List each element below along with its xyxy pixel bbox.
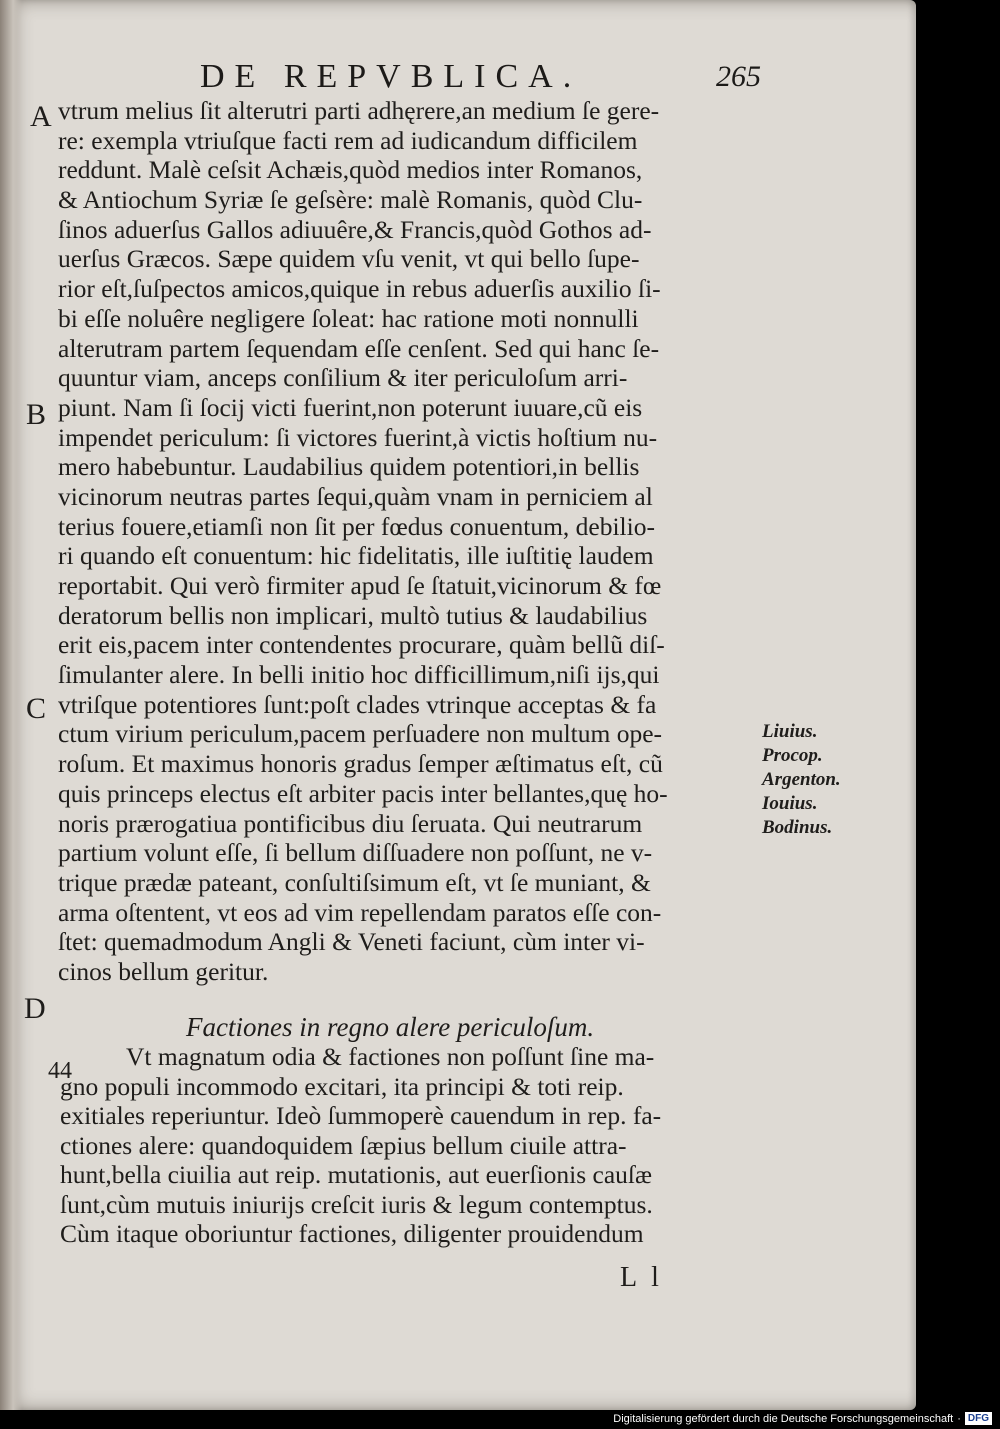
text-line: arma oſtentent, vt eos ad vim repellendam paratos eſſe con- — [58, 897, 662, 927]
text-line: reddunt. Malè ceſsit Achæis,quòd medios inter Romanos, — [58, 155, 643, 185]
text-line: reportabit. Qui verò firmiter apud ſe ſtatuit,vicinorum & fœ — [58, 571, 662, 600]
text-line: ſimulanter alere. In belli initio hoc difficillimum,niſi ijs,qui — [58, 660, 660, 690]
page-number: 265 — [716, 60, 761, 93]
section-subheading: Factiones in regno alere periculoſum. — [186, 1012, 595, 1042]
marginal-note: Procop. — [762, 745, 823, 766]
text-line: piunt. Nam ſi ſocij victi fuerint,non poterunt iuuare,cũ eis — [58, 392, 643, 422]
text-line: gno populi incommodo excitari, ita principi & toti reip. — [60, 1071, 624, 1101]
main-paragraph — [58, 96, 758, 987]
text-line: ſunt,cùm mutuis iniurijs creſcit iuris & legum contemptus. — [60, 1189, 653, 1219]
paragraph-number: 44 — [48, 1058, 72, 1084]
text-line: ſinos aduerſus Gallos adiuuêre,& Francis,quòd Gothos ad- — [58, 214, 652, 244]
marginal-notes — [762, 720, 841, 840]
text-line: noris prærogatiua pontificibus diu ſeruata. Qui neutrarum — [58, 808, 643, 838]
text-line: hunt,bella ciuilia aut reip. mutationis, aut euerſionis cauſæ — [60, 1160, 653, 1189]
section-letter-c: C — [26, 692, 47, 725]
text-line: re: exempla vtriuſque facti rem ad iudicandum difficilem — [58, 125, 638, 155]
section-letter-a: A — [30, 100, 52, 133]
text-line: alterutram partem ſequendam eſſe cenſent. Sed qui hanc ſe- — [58, 333, 660, 363]
text-line: Cùm itaque oboriuntur factiones, diligenter prouidendum — [60, 1219, 644, 1248]
text-line: uerſus Græcos. Sæpe quidem vſu venit, vt qui bello ſupe- — [58, 244, 640, 274]
dfg-logo: DFG — [965, 1412, 992, 1425]
signature-mark: L l — [620, 1262, 663, 1293]
footer-separator: · — [957, 1412, 961, 1425]
text-line: ctiones alere: quandoquidem ſæpius bellum ciuile attra- — [60, 1130, 627, 1160]
text-line: roſum. Et maximus honoris gradus ſemper æſtimatus eſt, cũ — [58, 749, 663, 779]
text-line: vicinorum neutras partes ſequi,quàm vnam in perniciem al — [58, 481, 653, 511]
text-line: ri quando eſt conuentum: hic fidelitatis, ille iuſtitię laudem — [58, 541, 654, 571]
text-line: & Antiochum Syriæ ſe geſsère: malè Romanis, quòd Clu- — [58, 185, 643, 215]
text-line: bi eſſe noluêre negligere ſoleat: hac ratione moti nonnulli — [58, 303, 639, 333]
marginal-note: Liuius. — [762, 721, 818, 742]
section-letter-d: D — [24, 992, 46, 1025]
text-line: cinos bellum geritur. — [58, 956, 269, 986]
text-line: ctum virium periculum,pacem perſuadere non multum ope- — [58, 719, 663, 749]
text-line: quuntur viam, anceps conſilium & iter periculoſum arri- — [58, 363, 628, 393]
text-line: quis princeps electus eſt arbiter pacis inter bellantes,quę ho- — [58, 778, 668, 808]
text-line: mero habebuntur. Laudabilius quidem potentiori,in bellis — [58, 452, 640, 482]
section-letter-b: B — [26, 398, 47, 431]
marginal-note: Bodinus. — [762, 817, 833, 838]
text-line: exitiales reperiuntur. Ideò ſummoperè cauendum in rep. fa- — [60, 1101, 662, 1130]
marginal-note: Argenton. — [762, 769, 841, 790]
text-line: terius fouere,etiamſi non ſit per fœdus conuentum, debilio- — [58, 511, 655, 541]
second-paragraph — [60, 1042, 760, 1249]
text-line: ſtet: quemadmodum Angli & Veneti faciunt, cùm inter vi- — [58, 927, 645, 957]
text-line: Vt magnatum odia & factiones non poſſunt ſine ma- — [126, 1042, 655, 1071]
footer — [613, 1412, 992, 1425]
marginal-note: Iouius. — [762, 793, 818, 814]
funding-notice: Digitalisierung gefördert durch die Deutsche Forschungsgemeinschaft — [613, 1412, 954, 1425]
running-header: DE REPVBLICA. — [200, 58, 582, 95]
text-line: trique prædæ pateant, conſultiſsimum eſt, vt ſe muniant, & — [58, 867, 651, 897]
text-line: erit eis,pacem inter contendentes procurare, quàm bellũ diſ- — [58, 630, 665, 660]
text-line: rior eſt,ſuſpectos amicos,quique in rebus aduerſis auxilio ſi- — [58, 274, 661, 304]
text-line: vtriſque potentiores ſunt:poſt clades vtrinque acceptas & fa — [58, 689, 657, 719]
text-line: vtrum melius ſit alterutri parti adhęrere,an medium ſe gere- — [58, 96, 660, 125]
text-line: partium volunt eſſe, ſi bellum diſſuadere non poſſunt, ne v- — [58, 838, 653, 868]
text-line: impendet periculum: ſi victores fuerint,à victis hoſtium nu- — [58, 422, 658, 452]
text-line: deratorum bellis non implicari, multò tutius & laudabilius — [58, 600, 648, 630]
